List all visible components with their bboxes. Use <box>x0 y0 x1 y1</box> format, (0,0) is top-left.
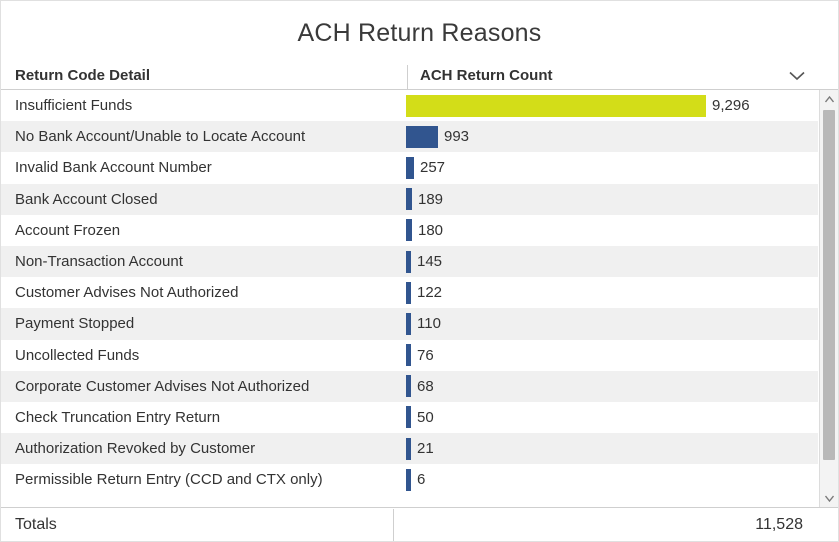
row-bar-cell <box>393 90 818 121</box>
bar-value-label: 9,296 <box>712 97 750 115</box>
table-row[interactable] <box>1 215 818 246</box>
bar-value-label: 122 <box>417 284 443 302</box>
totals-label: Totals <box>15 515 57 533</box>
row-bar-cell <box>393 402 818 433</box>
row-label: Insufficient Funds <box>15 97 133 115</box>
table-row[interactable] <box>1 371 818 402</box>
bar-value-label: 180 <box>418 221 444 239</box>
row-bar-cell <box>393 152 818 183</box>
row-label: Account Frozen <box>15 221 121 239</box>
row-bar-cell <box>393 184 818 215</box>
bar-value-label: 68 <box>417 377 434 395</box>
table-row[interactable] <box>1 152 818 183</box>
bar[interactable] <box>406 95 706 117</box>
table-row[interactable] <box>1 121 818 152</box>
scrollbar-thumb[interactable] <box>823 110 835 460</box>
bar-value-label: 145 <box>417 253 443 271</box>
row-bar-cell <box>393 277 818 308</box>
chevron-down-icon[interactable] <box>786 68 808 84</box>
row-label: Non-Transaction Account <box>15 253 183 271</box>
row-bar-cell <box>393 246 818 277</box>
row-label: Check Truncation Entry Return <box>15 408 221 426</box>
table-row[interactable] <box>1 184 818 215</box>
scroll-down-arrow-icon[interactable] <box>820 489 838 507</box>
column-header-return-code-detail[interactable]: Return Code Detail <box>15 67 151 84</box>
bar[interactable] <box>406 126 438 148</box>
row-bar-cell <box>393 121 818 152</box>
bar-value-label: 993 <box>444 128 470 146</box>
rows-area <box>1 90 838 507</box>
bar-value-label: 76 <box>417 346 434 364</box>
column-header-ach-return-count[interactable]: ACH Return Count <box>420 67 553 84</box>
bar[interactable] <box>406 157 414 179</box>
vertical-scrollbar[interactable] <box>819 90 838 507</box>
table-row[interactable] <box>1 340 818 371</box>
row-label: Payment Stopped <box>15 315 135 333</box>
page-title: ACH Return Reasons <box>297 19 542 47</box>
row-bar-cell <box>393 433 818 464</box>
bar-value-label: 6 <box>417 471 426 489</box>
row-label: Customer Advises Not Authorized <box>15 284 239 302</box>
row-label: Corporate Customer Advises Not Authorized <box>15 377 310 395</box>
header-column-divider <box>407 65 408 89</box>
table-row[interactable] <box>1 277 818 308</box>
table-row[interactable] <box>1 308 818 339</box>
table-row[interactable] <box>1 464 818 495</box>
table-row[interactable] <box>1 90 818 121</box>
bar-value-label: 110 <box>417 315 441 333</box>
bar-rows-list <box>1 90 818 507</box>
bar-value-label: 50 <box>417 408 434 426</box>
table-row[interactable] <box>1 433 818 464</box>
table-row[interactable] <box>1 402 818 433</box>
bar-value-label: 21 <box>417 440 434 458</box>
totals-row <box>1 507 838 541</box>
row-label: Bank Account Closed <box>15 190 158 208</box>
scroll-up-arrow-icon[interactable] <box>820 90 838 108</box>
row-label: Permissible Return Entry (CCD and CTX only) <box>15 471 323 489</box>
row-label: No Bank Account/Unable to Locate Account <box>15 128 306 146</box>
table-row[interactable] <box>1 246 818 277</box>
bar-value-label: 257 <box>420 159 446 177</box>
row-bar-cell <box>393 464 818 495</box>
row-bar-cell <box>393 308 818 339</box>
row-label: Invalid Bank Account Number <box>15 159 212 177</box>
row-bar-cell <box>393 371 818 402</box>
totals-value: 11,528 <box>755 515 803 533</box>
table-header <box>1 62 838 90</box>
row-label: Authorization Revoked by Customer <box>15 440 256 458</box>
row-label: Uncollected Funds <box>15 346 140 364</box>
row-bar-cell <box>393 215 818 246</box>
row-bar-cell <box>393 340 818 371</box>
column-header-ach-return-count-group <box>420 67 826 89</box>
bar-value-label: 189 <box>418 190 444 208</box>
